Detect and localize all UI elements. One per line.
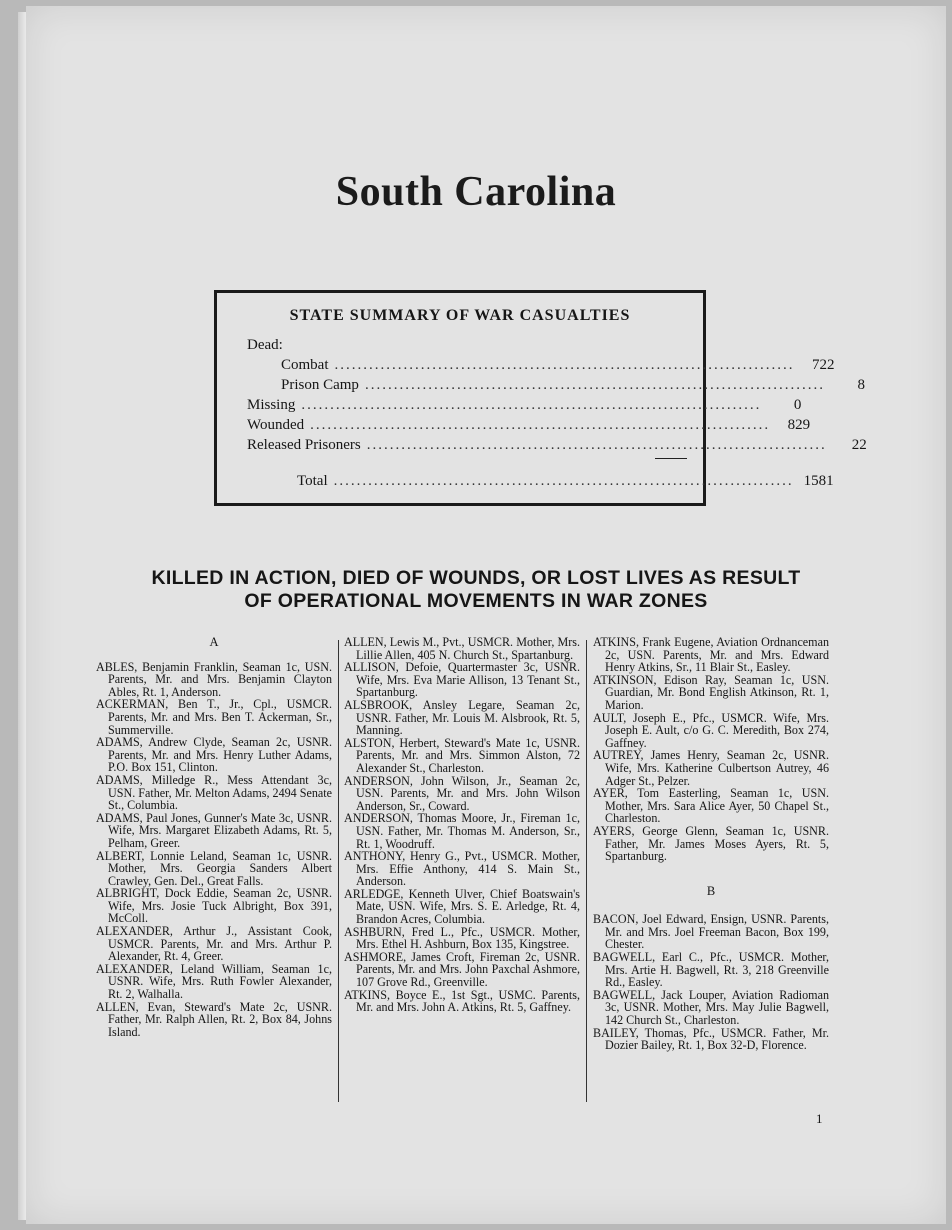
casualty-entry: AULT, Joseph E., Pfc., USMCR. Wife, Mrs. Joseph E. Ault, c/o G. C. Meredith, Box 274, Gaffney. xyxy=(593,710,829,750)
column-divider xyxy=(586,640,587,1102)
summary-title: STATE SUMMARY OF WAR CASUALTIES xyxy=(289,307,631,324)
casualty-entry: AYERS, George Glenn, Seaman 1c, USNR. Father, Mr. James Moses Ayers, Rt. 5, Spartanburg. xyxy=(593,823,829,864)
summary-total-value: 1581 xyxy=(803,473,834,489)
summary-row-value: 722 xyxy=(812,357,835,373)
summary-row-missing: Missing ................................................................................ 0 xyxy=(247,397,802,413)
casualty-entry: ANTHONY, Henry G., Pvt., USMCR. Mother, Mrs. Effie Anthony, 414 S. Main St., Anderson. xyxy=(344,849,580,889)
summary-row-value: 829 xyxy=(787,417,811,433)
casualty-entry: ALSBROOK, Ansley Legare, Seaman 2c, USNR. Father, Mr. Louis M. Alsbrook, Rt. 5, Manning. xyxy=(344,697,580,738)
casualty-entry: ALLISON, Defoie, Quartermaster 3c, USNR. Wife, Mrs. Eva Marie Allison, 13 Tenant St., Spartanburg. xyxy=(344,660,580,700)
casualty-entry: BAGWELL, Earl C., Pfc., USMCR. Mother, Mrs. Artie H. Bagwell, Rt. 3, 218 Greenville Rd., Easley. xyxy=(593,950,829,990)
summary-row-value: 0 xyxy=(793,397,802,413)
casualty-entry: AUTREY, James Henry, Seaman 2c, USNR. Wife, Mrs. Katherine Culbertson Autrey, 46 Adger St., Pelzer. xyxy=(593,748,829,788)
section-heading-line: OF OPERATIONAL MOVEMENTS IN WAR ZONES xyxy=(244,590,708,612)
casualty-entry: AYER, Tom Easterling, Seaman 1c, USN. Mother, Mrs. Sara Alice Ayer, 50 Chapel St., Charleston. xyxy=(593,786,829,826)
casualty-entry: ATKINS, Frank Eugene, Aviation Ordnanceman 2c, USN. Parents, Mr. and Mrs. Edward Henry Atkins, Sr., 11 Blair St., Easley. xyxy=(593,635,829,675)
casualty-entry: ASHBURN, Fred L., Pfc., USMCR. Mother, Mrs. Ethel H. Ashburn, Box 135, Kingstree. xyxy=(344,924,580,952)
summary-row-total: Total ................................................................................ 1581 xyxy=(297,473,834,489)
alpha-section-letter: B xyxy=(706,883,716,898)
casualty-entry: ARLEDGE, Kenneth Ulver, Chief Boatswain's Mate, USN. Wife, Mrs. S. E. Arledge, Rt. 4, Brandon Acres, Columbia. xyxy=(344,886,580,927)
column-divider xyxy=(338,640,339,1102)
section-heading xyxy=(60,567,892,613)
casualty-entry: ALLEN, Lewis M., Pvt., USMCR. Mother, Mrs. Lillie Allen, 405 N. Church St., Spartanburg. xyxy=(344,635,580,662)
summary-row-value: 22 xyxy=(851,437,867,453)
casualty-entry: ALEXANDER, Leland William, Seaman 1c, USNR. Wife, Mrs. Ruth Fowler Alexander, Rt. 2, Walhalla. xyxy=(96,961,332,1002)
summary-row-combat: Combat ................................................................................ 722 xyxy=(281,357,835,373)
casualty-entry: ABLES, Benjamin Franklin, Seaman 1c, USN. Parents, Mr. and Mrs. Benjamin Clayton Ables, Rt. 1, Anderson. xyxy=(96,659,332,699)
casualty-column-1 xyxy=(96,636,332,1038)
casualty-entry: BACON, Joel Edward, Ensign, USNR. Parents, Mr. and Mrs. Joel Freeman Bacon, Box 199, Chester. xyxy=(593,912,829,952)
page-number: 1 xyxy=(816,1111,823,1126)
casualty-entry: BAILEY, Thomas, Pfc., USMCR. Father, Mr. Dozier Bailey, Rt. 1, Box 32-D, Florence. xyxy=(593,1025,829,1053)
casualty-column-3 xyxy=(593,636,829,1052)
state-title: South Carolina xyxy=(335,169,617,215)
summary-row-prison-camp: Prison Camp ................................................................................ 8 xyxy=(281,377,865,393)
casualty-entry: ALBERT, Lonnie Leland, Seaman 1c, USNR. Mother, Mrs. Georgia Sanders Albert Crawley, Gen. Del., Great Falls. xyxy=(96,848,332,888)
alpha-section-letter: A xyxy=(209,635,219,649)
casualty-entry: ATKINS, Boyce E., 1st Sgt., USMC. Parents, Mr. and Mrs. John A. Atkins, Rt. 5, Gaffney. xyxy=(344,987,580,1015)
summary-row-label: Wounded xyxy=(247,417,305,433)
section-heading-line: KILLED IN ACTION, DIED OF WOUNDS, OR LOST LIVES AS RESULT xyxy=(151,567,801,589)
casualty-entry: ADAMS, Paul Jones, Gunner's Mate 3c, USNR. Wife, Mrs. Margaret Elizabeth Adams, Rt. 5, Pelham, Greer. xyxy=(96,810,332,850)
casualty-entry: ASHMORE, James Croft, Fireman 2c, USNR. Parents, Mr. and Mrs. John Paxchal Ashmore, 107 Grove Rd., Greenville. xyxy=(344,949,580,990)
summary-total-label: Total xyxy=(297,473,328,489)
casualty-entry: ALEXANDER, Arthur J., Assistant Cook, USMCR. Parents, Mr. and Mrs. Arthur P. Alexander, Rt. 4, Greer. xyxy=(96,924,332,964)
dead-label: Dead: xyxy=(247,337,283,353)
summary-row-wounded: Wounded ................................................................................ 829 xyxy=(247,417,811,433)
casualty-entry: ALLEN, Evan, Steward's Mate 2c, USNR. Father, Mr. Ralph Allen, Rt. 2, Box 84, Johns Island. xyxy=(96,999,332,1039)
casualty-entry: ALBRIGHT, Dock Eddie, Seaman 2c, USNR. Wife, Mrs. Josie Tuck Albright, Box 391, McColl. xyxy=(96,886,332,926)
casualty-entry: ATKINSON, Edison Ray, Seaman 1c, USN. Guardian, Mr. Bond English Atkinson, Rt. 1, Marion. xyxy=(593,672,829,712)
total-rule xyxy=(655,458,687,459)
summary-row-label: Released Prisoners xyxy=(247,437,361,453)
casualty-entry: ANDERSON, John Wilson, Jr., Seaman 2c, USN. Parents, Mr. and Mrs. John Wilson Anderson, Sr., Coward. xyxy=(344,773,580,813)
summary-row-value: 8 xyxy=(857,377,865,393)
casualty-entry: ANDERSON, Thomas Moore, Jr., Fireman 1c, USN. Father, Mr. Thomas M. Anderson, Sr., Rt. 1, Woodruff. xyxy=(344,811,580,851)
summary-row-label: Missing xyxy=(247,397,296,413)
summary-row-label: Prison Camp xyxy=(281,377,359,393)
casualty-entry: ADAMS, Andrew Clyde, Seaman 2c, USNR. Parents, Mr. and Mrs. Henry Luther Adams, P.O. Box 151, Clinton. xyxy=(96,735,332,775)
casualty-entry: ALSTON, Herbert, Steward's Mate 1c, USNR. Parents, Mr. and Mrs. Simmon Alston, 72 Alexander St., Charleston. xyxy=(344,735,580,775)
casualty-column-2 xyxy=(344,636,580,1014)
casualty-summary-box xyxy=(214,290,867,506)
summary-row-released-prisoners: Released Prisoners ................................................................................ 22 xyxy=(247,437,867,453)
casualty-entry: ADAMS, Milledge R., Mess Attendant 3c, USN. Father, Mr. Melton Adams, 2494 Senate St., Columbia. xyxy=(96,772,332,813)
casualty-entry: BAGWELL, Jack Louper, Aviation Radioman 3c, USNR. Mother, Mrs. May Julie Bagwell, 142 Church St., Charleston. xyxy=(593,987,829,1028)
casualty-entry: ACKERMAN, Ben T., Jr., Cpl., USMCR. Parents, Mr. and Mrs. Ben T. Ackerman, Sr., Summerville. xyxy=(96,697,332,737)
summary-row-label: Combat xyxy=(281,357,329,373)
